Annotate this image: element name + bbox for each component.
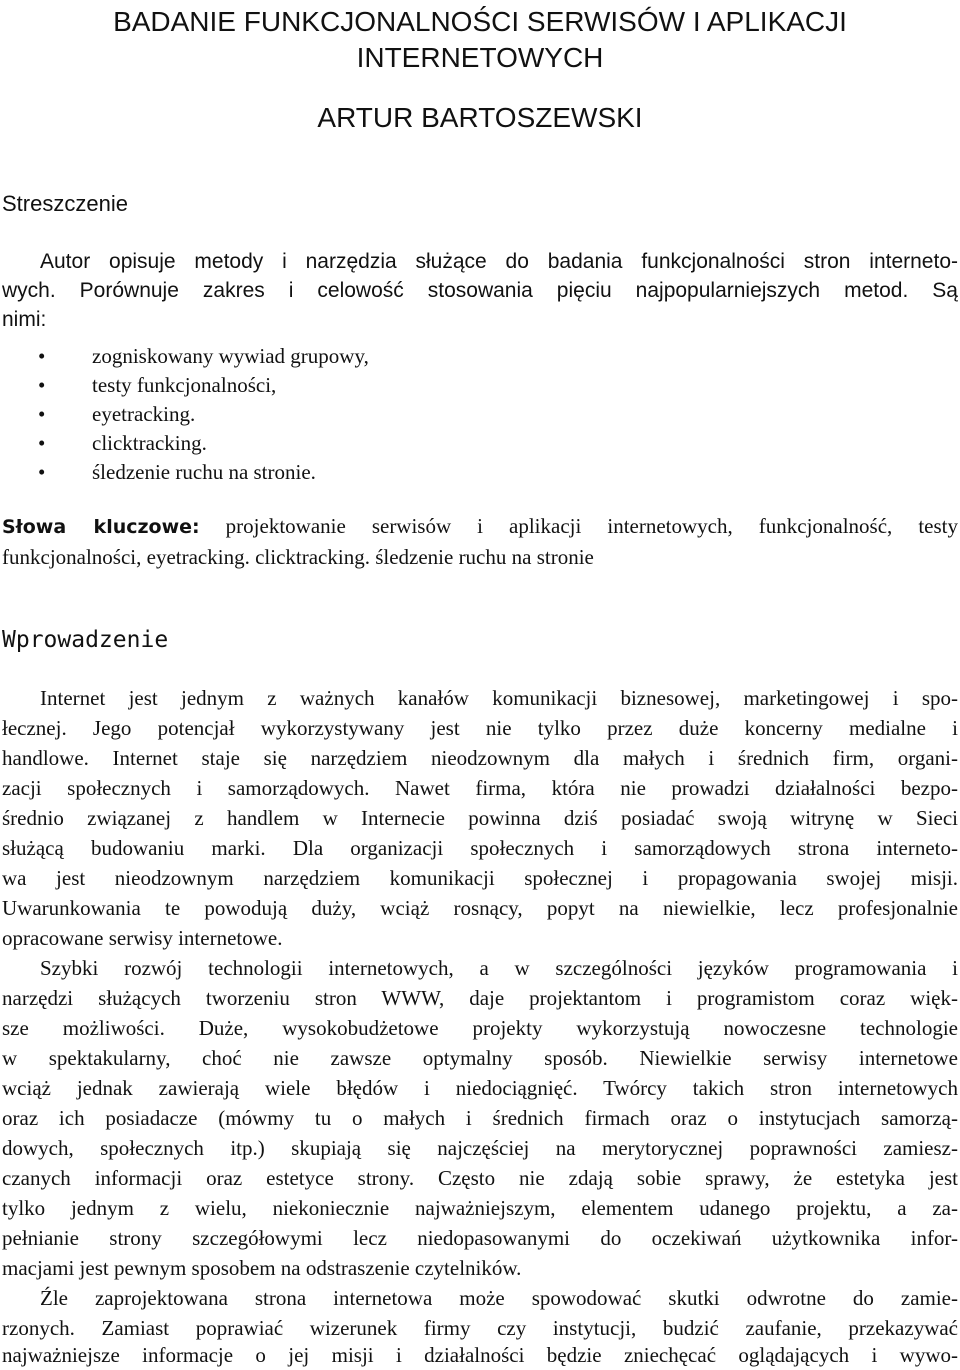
list-item	[0, 342, 960, 371]
keywords-line	[2, 512, 958, 542]
paragraph-line: średnio związanej z handlem w Internecie powinna dziś posiadać swoją witrynę w Sieci	[2, 806, 958, 830]
paragraph-line: opracowane serwisy internetowe.	[2, 926, 283, 950]
bullet-icon: •	[38, 431, 46, 455]
keywords-label: Słowa kluczowe:	[2, 516, 200, 538]
paragraph-line: Uwarunkowania te powodują duży, wciąż rosnący, popyt na niewielkie, lecz profesjonalnie	[2, 896, 958, 920]
abstract-heading: Streszczenie	[2, 191, 128, 216]
bullet-icon: •	[38, 402, 46, 426]
bullet-text: clicktracking.	[92, 431, 207, 455]
paragraph-line: tylko jednym z wielu, niekoniecznie najważniejszym, elementem udanego projektu, a za-	[2, 1196, 958, 1220]
paragraph-line: Źle zaprojektowana strona internetowa może spowodować skutki odwrotne do zamie-	[40, 1286, 958, 1310]
paragraph-line: sze możliwości. Duże, wysokobudżetowe projekty wykorzystują nowoczesne technologie	[2, 1016, 958, 1040]
paper-title-line-1: BADANIE FUNKCJONALNOŚCI SERWISÓW I APLIKACJI	[113, 6, 847, 37]
list-item	[0, 400, 960, 429]
paragraph-line: pełnianie strony szczegółowymi lecz niedopasowanymi do oczekiwań użytkownika infor-	[2, 1226, 958, 1250]
abstract-line: nimi:	[2, 308, 47, 331]
paragraph-line: handlowe. Internet staje się narzędziem nieodzownym dla małych i średnich firm, organi-	[2, 746, 958, 770]
paragraph-line: Szybki rozwój technologii internetowych, a w szczególności języków programowania i	[40, 956, 958, 980]
bullet-text: zogniskowany wywiad grupowy,	[92, 344, 369, 368]
bullet-icon: •	[38, 344, 46, 368]
paragraph-line: wciąż jednak zawierają wiele błędów i niedociągnięć. Twórcy takich stron internetowych	[2, 1076, 958, 1100]
paragraph-line: macjami jest pewnym sposobem na odstraszenie czytelników.	[2, 1256, 522, 1280]
paragraph-line: oraz ich posiadacze (mówmy tu o małych i średnich firmach oraz o instytucjach samorzą-	[2, 1106, 958, 1130]
list-item	[0, 429, 960, 458]
keywords-line-2: funkcjonalności, eyetracking. clicktracking. śledzenie ruchu na stronie	[2, 545, 594, 569]
paragraph-line: łecznej. Jego potencjał wykorzystywany jest nie tylko przez duże koncerny medialne i	[2, 716, 958, 740]
paper-title-line-2: INTERNETOWYCH	[356, 42, 604, 73]
paragraph-line: zacji społecznych i samorządowych. Nawet firma, która nie prowadzi działalności bezpo-	[2, 776, 958, 800]
paragraph-line: w spektakularny, choć nie zawsze optymalny sposób. Niewielkie serwisy internetowe	[2, 1046, 958, 1070]
keywords-text: projektowanie serwisów i aplikacji internetowych, funkcjonalność, testy	[225, 514, 958, 538]
paragraph-line: narzędzi służących tworzeniu stron WWW, daje projektantom i programistom coraz więk-	[2, 986, 958, 1010]
paragraph-line: dowych, społecznych itp.) skupiają się najczęściej na merytorycznej poprawności zamiesz-	[2, 1136, 958, 1160]
bullet-text: testy funkcjonalności,	[92, 373, 277, 397]
bullet-icon: •	[38, 373, 46, 397]
abstract-line: Autor opisuje metody i narzędzia służące do badania funkcjonalności stron interneto-	[40, 250, 958, 273]
abstract-line: wych. Porównuje zakres i celowość stosowania pięciu najpopularniejszych metod. Są	[2, 279, 958, 302]
paragraph-line: służącą budowaniu marki. Dla organizacji społecznych i samorządowych strona interneto-	[2, 836, 958, 860]
list-item	[0, 371, 960, 400]
bullet-text: eyetracking.	[92, 402, 196, 426]
list-item	[0, 458, 960, 487]
paragraph-line: Internet jest jednym z ważnych kanałów komunikacji biznesowej, marketingowej i spo-	[40, 686, 958, 710]
author-name: ARTUR BARTOSZEWSKI	[317, 102, 643, 133]
bullet-icon: •	[38, 460, 46, 484]
section-heading: Wprowadzenie	[2, 627, 169, 653]
paragraph-line: czanych informacji oraz estetyce strony. Często nie zdają sobie sprawy, że estetyka jest	[2, 1166, 958, 1190]
paragraph-line: wa jest nieodzownym narzędziem komunikacji społecznej i propagowania swojej misji.	[2, 866, 958, 890]
paragraph-line: najważniejsze informacje o jej misji i działalności będzie zniechęcać oglądających i wywo-	[2, 1343, 958, 1367]
paragraph-line: rzonych. Zamiast poprawiać wizerunek firmy czy instytucji, budzić zaufanie, przekazywać	[2, 1316, 958, 1340]
bullet-text: śledzenie ruchu na stronie.	[92, 460, 316, 484]
